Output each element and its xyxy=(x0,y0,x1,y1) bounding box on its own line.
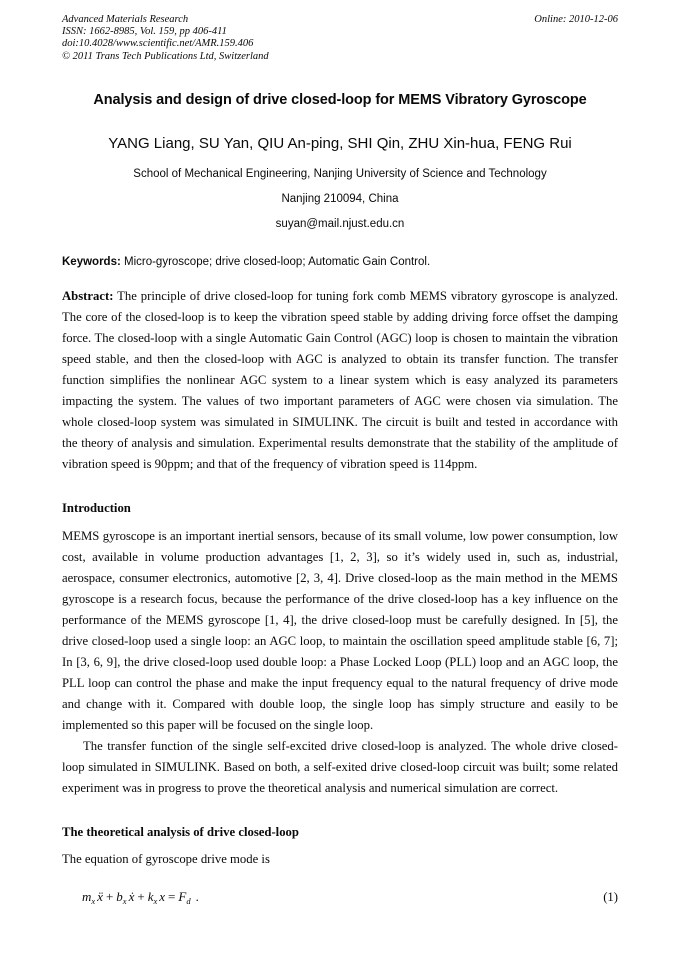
journal-header-left xyxy=(62,14,269,63)
abstract-paragraph xyxy=(62,286,618,475)
affiliation-line: School of Mechanical Engineering, Nanjing University of Science and Technology xyxy=(133,167,547,180)
abstract-label: Abstract: xyxy=(62,288,114,303)
eq-plus-1: + xyxy=(105,888,114,904)
eq-sub-b: x xyxy=(122,896,127,907)
keywords-line xyxy=(62,255,618,269)
equation-1 xyxy=(62,889,618,907)
eq-var-F: F xyxy=(178,888,187,904)
journal-name: Advanced Materials Research xyxy=(62,14,189,25)
eq-var-xddot: ẍ xyxy=(97,888,103,904)
eq-var-m: m xyxy=(82,888,92,904)
keywords-text: Micro-gyroscope; drive closed-loop; Automatic Gain Control. xyxy=(120,255,431,268)
journal-header xyxy=(62,14,618,63)
eq-period: . xyxy=(195,888,199,904)
intro-paragraph-1: MEMS gyroscope is an important inertial sensors, because of its small volume, low power consumption, low cost, available in volume production advantages [1, 2, 3], so it’s widely used in, such as, industrial, aerospace, consumer electronics, automotive [2, 3, 4]. Drive closed-loop as the main method in the MEMS gyroscope is a research focus, because the performance of the drive closed-loop has a key influence on the performance of the MEMS gyroscope [1, 4], the drive closed-loop must be carefully designed. In [5], the drive closed-loop used a single loop: an AGC loop, to maintain the oscillation speed amplitude stable [6, 7]; In [3, 6, 9], the drive closed-loop used double loop: a Phase Locked Loop (PLL) loop and an AGC loop, the PLL loop can control the phase and make the input frequency equal to the natural frequency of drive mode and change with it. Compared with double loop, the single loop has simply structure and easily to be implemented so this paper will be focused on the single loop. xyxy=(62,528,618,732)
eq-var-x: x xyxy=(159,888,166,904)
section-heading-theory: The theoretical analysis of drive closed-loop xyxy=(62,824,299,839)
doi-line: doi:10.4028/www.scientific.net/AMR.159.406 xyxy=(62,38,254,50)
eq-sub-k: x xyxy=(153,896,158,907)
eq-sub-m: x xyxy=(91,896,96,907)
contact-email: suyan@mail.njust.edu.cn xyxy=(275,217,405,230)
paper-title: Analysis and design of drive closed-loop for MEMS Vibratory Gyroscope xyxy=(93,91,587,108)
theory-intro-line: The equation of gyroscope drive mode is xyxy=(62,851,270,866)
copyright-line: © 2011 Trans Tech Publications Ltd, Switzerland xyxy=(62,50,269,62)
eq-equals: = xyxy=(168,888,176,904)
equation-number: (1) xyxy=(603,889,618,904)
online-date: Online: 2010-12-06 xyxy=(534,14,618,25)
eq-sub-F: d xyxy=(186,896,191,907)
eq-plus-2: + xyxy=(137,888,145,904)
intro-paragraph-2: The transfer function of the single self-excited drive closed-loop is analyzed. The whole drive closed-loop simulated in SIMULINK. Based on both, a self-exited drive closed-loop circuit was built; some related experiment was in progress to prove the theoretical analysis and numerical simulation are correct. xyxy=(62,738,618,795)
eq-var-b: b xyxy=(116,888,123,904)
eq-var-k: k xyxy=(147,888,154,904)
affiliation-city-line: Nanjing 210094, China xyxy=(281,192,399,205)
keywords-label: Keywords: xyxy=(62,255,121,268)
authors-line: YANG Liang, SU Yan, QIU An-ping, SHI Qin, ZHU Xin-hua, FENG Rui xyxy=(108,134,572,152)
issn-line: ISSN: 1662-8985, Vol. 159, pp 406-411 xyxy=(62,26,227,38)
equation-1-body xyxy=(82,889,199,907)
section-heading-introduction: Introduction xyxy=(62,500,131,515)
eq-var-xdot: ẋ xyxy=(128,888,135,904)
abstract-text: The principle of drive closed-loop for tuning fork comb MEMS vibratory gyroscope is analyzed. The core of the closed-loop is to keep the vibration speed stable by adding driving force offset the damping force. The closed-loop with a single Automatic Gain Control (AGC) loop is chosen to maintain the vibration speed stable, and then the closed-loop with AGC is analyzed to obtain its transfer function. The transfer function simplifies the nonlinear AGC system to a linear system which is easy analyzed its parameters impacting the system. The values of two important parameters of AGC were chosen via simulation. The whole closed-loop system was simulated in SIMULINK. The circuit is built and tested in accordance with the theory of analysis and simulation. Experimental results demonstrate that the stability of the amplitude of vibration speed is 90ppm; and that of the frequency of vibration speed is 114ppm. xyxy=(62,288,618,471)
